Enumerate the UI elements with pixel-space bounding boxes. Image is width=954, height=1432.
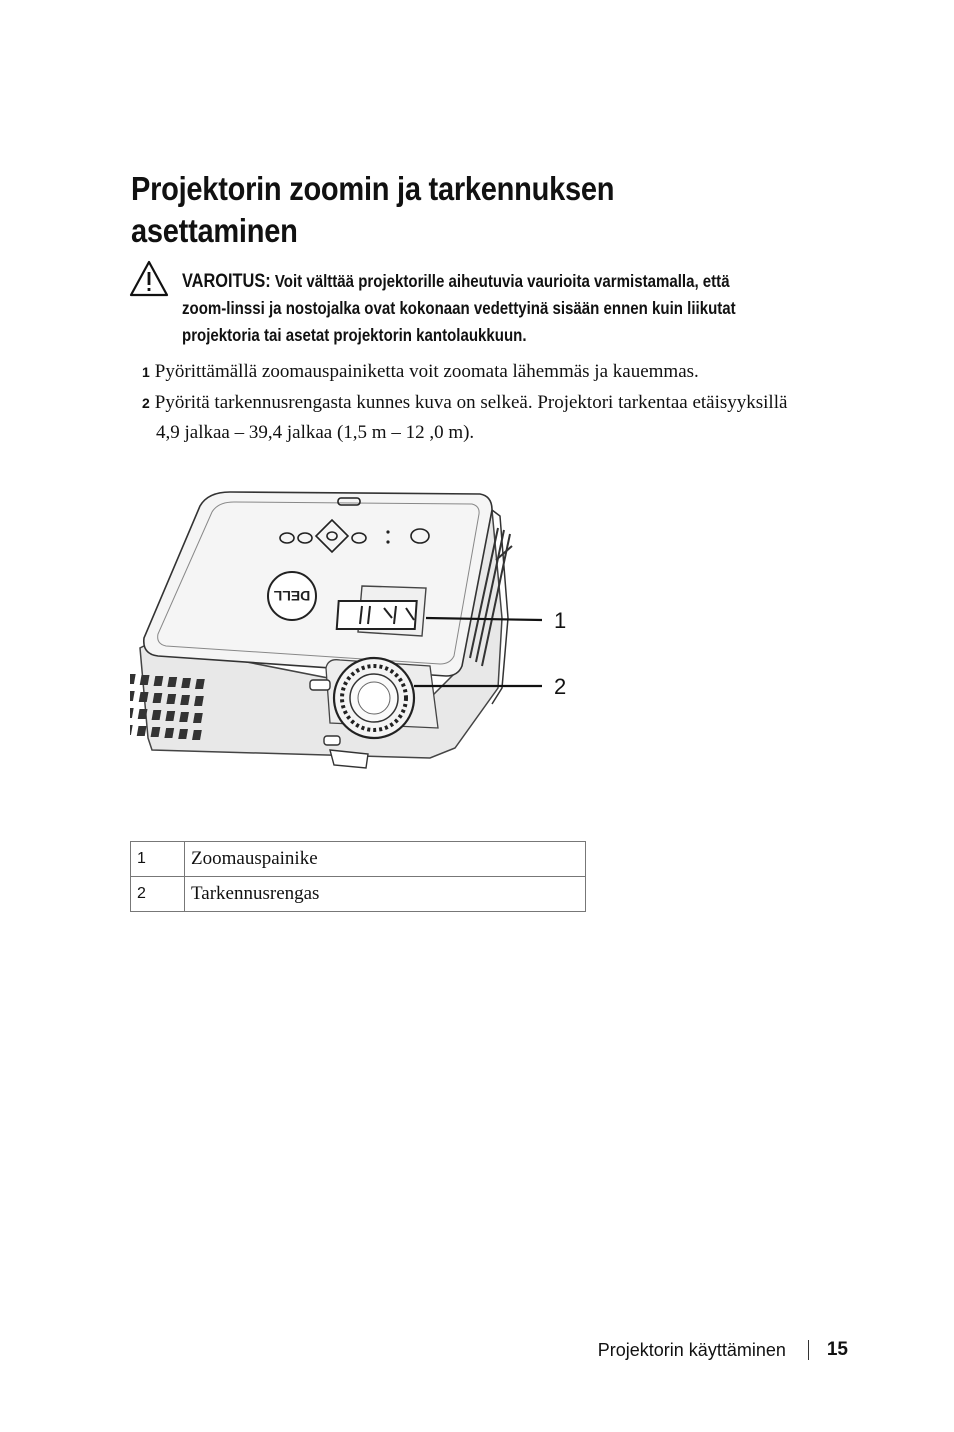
warning-text-1: Voit välttää projektorille aiheutuvia vaurioita varmistamalla, että: [270, 271, 730, 291]
footer-divider: [808, 1340, 809, 1360]
warning-text-3: projektoria tai asetat projektorin kantolaukkuun.: [182, 325, 527, 345]
page-footer: [598, 1339, 848, 1361]
legend-label: Zoomauspainike: [185, 842, 586, 877]
legend-number: 1: [131, 842, 185, 877]
projector-illustration: [130, 468, 570, 796]
warning-line-1: [182, 268, 853, 295]
step-1-number: 1: [142, 364, 150, 380]
table-row: [131, 842, 586, 877]
page-title: [131, 168, 747, 252]
step-1: [142, 357, 699, 387]
legend-number: 2: [131, 877, 185, 912]
warning-label: VAROITUS:: [182, 271, 271, 292]
table-row: [131, 877, 586, 912]
step-2-number: 2: [142, 395, 150, 411]
callout-1: 1: [554, 608, 567, 633]
dell-logo-text: DELL: [273, 588, 311, 604]
warning-text-2: zoom-linssi ja nostojalka ovat kokonaan vedettyinä sisään ennen kuin liikutat: [182, 298, 736, 318]
page-number: 15: [826, 1339, 848, 1360]
legend-table: [130, 841, 586, 912]
dell-logo: [268, 572, 316, 620]
warning-triangle-icon: [129, 260, 169, 297]
page-title-line-1: Projektorin zoomin ja tarkennuksen: [131, 170, 615, 207]
legend-label: Tarkennusrengas: [185, 877, 586, 912]
callout-2: 2: [554, 674, 567, 699]
page-title-line-2: asettaminen: [131, 212, 298, 249]
step-1-text: Pyörittämällä zoomauspainiketta voit zoomata lähemmäs ja kauemmas.: [154, 361, 699, 382]
footer-section-title: Projektorin käyttäminen: [597, 1339, 786, 1360]
step-2: [142, 388, 882, 448]
warning-note: [182, 268, 853, 349]
step-2-text: Pyöritä tarkennusrengasta kunnes kuva on selkeä. Projektori tarkentaa etäisyyksillä: [154, 392, 788, 413]
step-2-text-continued: 4,9 jalkaa – 39,4 jalkaa (1,5 m – 12 ,0 m).: [156, 422, 475, 443]
